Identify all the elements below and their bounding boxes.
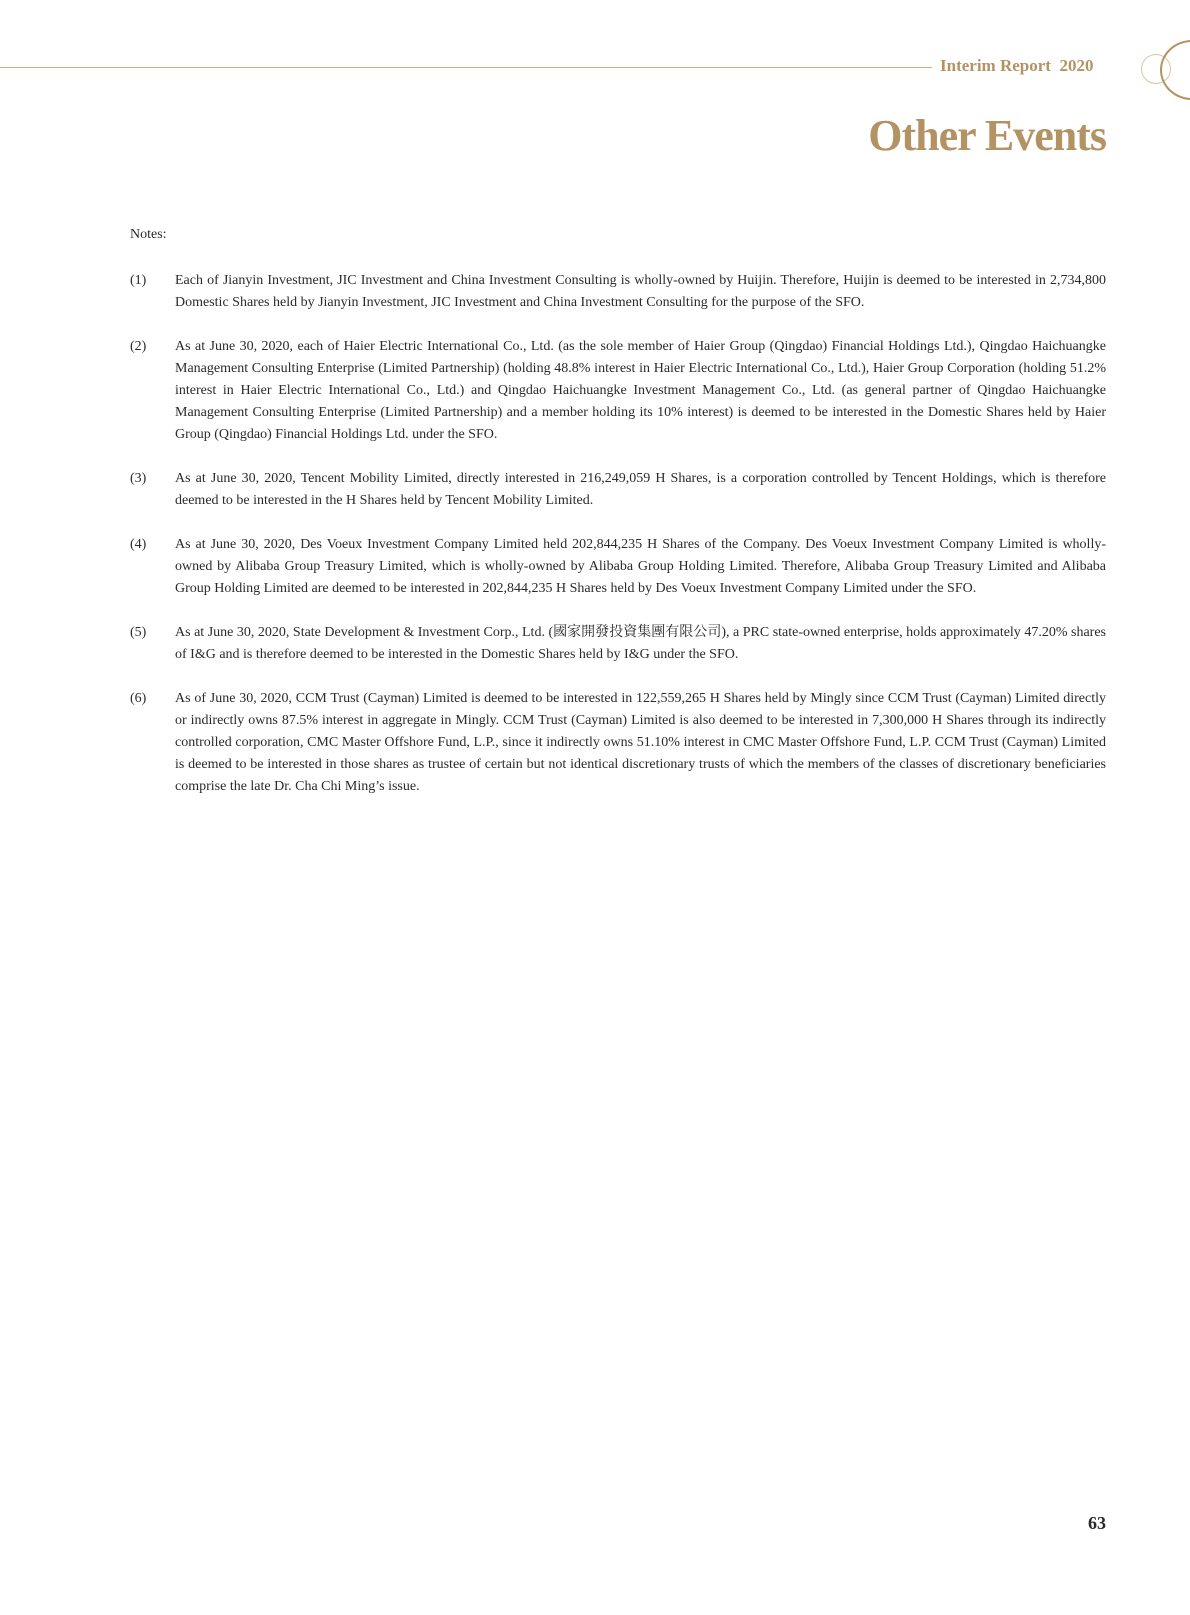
note-text: As at June 30, 2020, State Development & Investment Corp., Ltd. (國家開發投資集團有限公司), a PRC state-owned enterprise, holds approximately 47.20% shares of I&G and is therefore deemed to be interested in the Domestic Shares held by I&G under the SFO. (175, 625, 1106, 662)
note-text: As at June 30, 2020, each of Haier Electric International Co., Ltd. (as the sole member of Haier Group (Qingdao) Financial Holdings Ltd.), Qingdao Haichuangke Management Consulting Enterprise (Limited Partnership) (holding 48.8% interest in Haier Electric International Co., Ltd.), Haier Group Corporation (holding 51.2% interest in Haier Electric International Co., Ltd.) and Qingdao Haichuangke Investment Management Co., Ltd. (as general partner of Qingdao Haichuangke Management Consulting Enterprise (Limited Partnership) and a member holding its 10% interest) is deemed to be interested in the Domestic Shares held by Haier Group (Qingdao) Financial Holdings Ltd. under the SFO. (175, 339, 1106, 442)
note-item (130, 336, 1106, 446)
note-item (130, 468, 1106, 512)
note-item (130, 688, 1106, 798)
note-number: (5) (130, 625, 147, 640)
note-item (130, 270, 1106, 314)
note-number: (1) (130, 273, 147, 288)
note-number: (2) (130, 339, 147, 354)
page-number: 63 (1088, 1513, 1106, 1533)
note-text: As of June 30, 2020, CCM Trust (Cayman) Limited is deemed to be interested in 122,559,265 H Shares held by Mingly since CCM Trust (Cayman) Limited directly or indirectly owns 87.5% interest in aggregate in Mingly. CCM Trust (Cayman) Limited is also deemed to be interested in 7,300,000 H Shares through its indirectly controlled corporation, CMC Master Offshore Fund, L.P., since it indirectly owns 51.10% interest in CMC Master Offshore Fund, L.P. CCM Trust (Cayman) Limited is deemed to be interested in those shares as trustee of certain but not identical discretionary trusts of which the members of the classes of discretionary beneficiaries comprise the late Dr. Cha Chi Ming’s issue. (175, 691, 1106, 794)
decorative-ring-icon (1160, 40, 1190, 100)
note-number: (6) (130, 691, 147, 706)
note-text: Each of Jianyin Investment, JIC Investment and China Investment Consulting is wholly-owned by Huijin. Therefore, Huijin is deemed to be interested in 2,734,800 Domestic Shares held by Jianyin Investment, JIC Investment and China Investment Consulting for the purpose of the SFO. (175, 273, 1106, 310)
header-rule (0, 67, 932, 68)
page-title: Other Events (868, 111, 1106, 160)
note-number: (4) (130, 537, 147, 552)
note-text: As at June 30, 2020, Tencent Mobility Limited, directly interested in 216,249,059 H Shares, is a corporation controlled by Tencent Holdings, which is therefore deemed to be interested in the H Shares held by Tencent Mobility Limited. (175, 471, 1106, 508)
notes-label: Notes: (130, 227, 167, 242)
note-item (130, 534, 1106, 600)
note-text: As at June 30, 2020, Des Voeux Investment Company Limited held 202,844,235 H Shares of the Company. Des Voeux Investment Company Limited is wholly-owned by Alibaba Group Treasury Limited, which is wholly-owned by Alibaba Group Holding Limited. Therefore, Alibaba Group Treasury Limited and Alibaba Group Holding Limited are deemed to be interested in 202,844,235 H Shares held by Des Voeux Investment Company Limited under the SFO. (175, 537, 1106, 596)
note-number: (3) (130, 471, 147, 486)
notes-list (130, 270, 1106, 820)
note-item (130, 622, 1106, 666)
report-name: Interim Report 2020 (940, 56, 1094, 75)
